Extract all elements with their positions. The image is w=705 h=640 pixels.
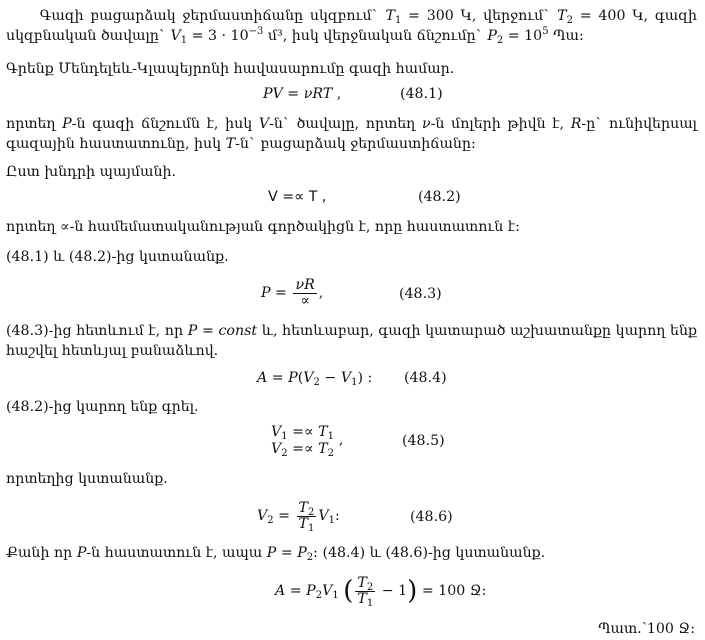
equation-48-3: P = $\frac{\nu R}{\propto}$ , (261, 276, 324, 309)
paragraph-line: սկզբնական ծավալը` $V_1 = 3 \cdot 10^{-3}$ մ³, իսկ վերջնական ճնշումը` $P_2 = 10^5$ Պա: (6, 26, 584, 46)
conclusion-text: Քանի որ P-ն հաստատուն է, ապա $P = P_2$: (48.4) և (48.6)-ից կստանանք. (6, 545, 546, 563)
equation-label: (48.6) (410, 509, 453, 525)
equation-label: (48.2) (418, 189, 461, 205)
derivation-text: (48.1) և (48.2)-ից կստանանք. (6, 249, 229, 265)
derivation-text: որտեղից կստանանք. (6, 471, 168, 487)
derivation-text: (48.2)-ից կարող ենք գրել. (6, 399, 199, 415)
equation-label: (48.3) (399, 286, 442, 302)
intro-text: Գրենք Մենդելեև-Կլապեյրոնի հավասարումը գազի համար. (6, 61, 455, 77)
paragraph-line: (48.3)-ից հետևում է, որ P = const և, հետևաբար, գազի կատարած աշխատանքը կարող ենք (6, 323, 698, 339)
proportionality-text: որտեղ ∝-ն համեմատականության գործակիցն է, որը հաստատուն է: (6, 219, 520, 235)
paragraph-line: հաշվել հետևյալ բանաձևով. (6, 343, 219, 359)
equation-label: (48.1) (400, 86, 443, 102)
equation-48-5a: $V_1 =\propto T_1$ (271, 424, 334, 442)
equation-48-5b: $V_2 =\propto T_2$ ’ (271, 441, 344, 459)
paragraph-line: գազային հաստատունը, իսկ T-ն` բացարձակ ջերմաստիճանը: (6, 136, 476, 152)
equation-48-1: PV = νRT , (263, 86, 342, 102)
paragraph-line: որտեղ P-ն գազի ճնշումն է, իսկ V-ն` ծավալը, որտեղ ν-ն մոլերի թիվն է, R-ը` ունիվերսալ (6, 116, 697, 132)
paragraph-line: Գազի բացարձակ ջերմաստիճանը սկզբում` $T_1 = 300$ Կ, վերջում` $T_2 = 400$ Կ, գազի (39, 8, 697, 26)
equation-label: (48.5) (402, 433, 445, 449)
equation-final: $A = P_2V_1$ ( $\frac{T_2}{T_1}$ − 1) = 100 Ջ: (275, 574, 487, 609)
equation-48-4: $A = P(V_2 - V_1)$ : (257, 370, 373, 388)
condition-text: Ըստ խնդրի պայմանի. (6, 164, 177, 180)
answer: Պատ.՝100 Ջ: (598, 621, 695, 637)
equation-48-6: $V_2$ = $\frac{T_2}{T_1}$ $V_1$: (257, 499, 340, 534)
equation-label: (48.4) (404, 370, 447, 386)
equation-48-2: V =∝ T , (268, 189, 327, 205)
